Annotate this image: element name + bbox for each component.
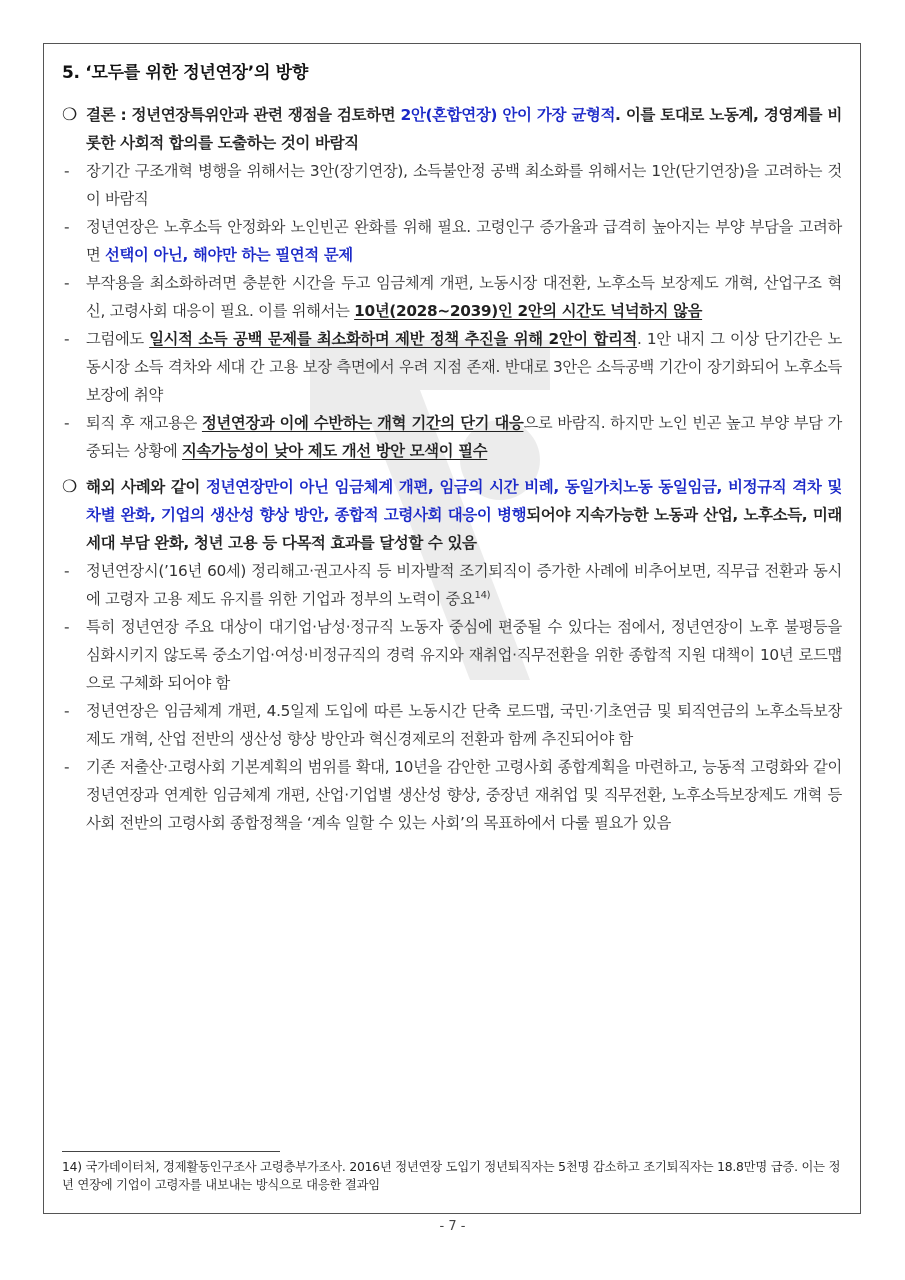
bullet-overseas-cases: ❍ 해외 사례와 같이 정년연장만이 아닌 임금체계 개편, 임금의 시간 비례, 동일가치노동 동일임금, 비정규직 격차 및 차별 완화, 기업의 생산성 향상 방안, 종합적 고령사회 대응이 병행되어야 지속가능한 노동과 산업, 노후소득, 미래세대 부담 완화, 청년 고용 등 다목적 효과를 달성할 수 있음 <box>62 473 842 557</box>
underlined-text: 지속가능성이 낮아 제도 개선 방안 모색이 필수 <box>182 442 488 460</box>
list-item: - 장기간 구조개혁 병행을 위해서는 3안(장기연장), 소득불안정 공백 최소화를 위해서는 1안(단기연장)을 고려하는 것이 바람직 <box>64 162 842 208</box>
bullet-conclusion: ❍ 결론 : 정년연장특위안과 관련 쟁점을 검토하면 2안(혼합연장) 안이 가장 균형적. 이를 토대로 노동계, 경영계를 비롯한 사회적 합의를 도출하는 것이 바람직 <box>62 101 842 157</box>
document-body <box>62 58 842 837</box>
list-item: - 부작용을 최소화하려면 충분한 시간을 두고 임금체계 개편, 노동시장 대전환, 노후소득 보장제도 개혁, 산업구조 혁신, 고령사회 대응이 필요. 이를 위해서는 10년(2028~2039)인 2안의 시간도 넉넉하지 않음 <box>64 274 842 320</box>
list-item: - 정년연장시(’16년 60세) 정리해고·권고사직 등 비자발적 조기퇴직이 증가한 사례에 비추어보면, 직무급 전환과 동시에 고령자 고용 제도 유지를 위한 기업과 정부의 노력이 중요$^{14)}$ <box>64 562 842 608</box>
emphasis-text: 정년연장만이 아닌 임금체계 개편, 임금의 시간 비례, 동일가치노동 동일임금, 비정규직 격차 및 차별 완화, 기업의 생산성 향상 방안, 종합적 고령사회 대응이 병행 <box>86 478 842 524</box>
underlined-text: 정년연장과 이에 수반하는 개혁 기간의 단기 대응 <box>201 414 524 432</box>
list-item: - 정년연장은 임금체계 개편, 4.5일제 도입에 따른 노동시간 단축 로드맵, 국민·기초연금 및 퇴직연금의 노후소득보장제도 개혁, 산업 전반의 생산성 향상 방안과 혁신경제로의 전환과 함께 추진되어야 함 <box>64 702 842 748</box>
list-item: - 그럼에도 일시적 소득 공백 문제를 최소화하며 제반 정책 추진을 위해 2안이 합리적. 1안 내지 그 이상 단기간은 노동시장 소득 격차와 세대 간 고용 보장 측면에서 우려 지점 존재. 반대로 3안은 소득공백 기간이 장기화되어 노후소득 보장에 취약 <box>64 330 842 404</box>
emphasis-text: 선택이 아닌, 해야만 하는 필연적 문제 <box>105 246 353 264</box>
list-item: - 기존 저출산·고령사회 기본계획의 범위를 확대, 10년을 감안한 고령사회 종합계획을 마련하고, 능동적 고령화와 같이 정년연장과 연계한 임금체계 개편, 산업·기업별 생산성 향상, 중장년 재취업 및 직무전환, 노후소득보장제도 개혁 등 사회 전반의 고령사회 종합정책을 ‘계속 일할 수 있는 사회’의 목표하에서 다룰 필요가 있음 <box>64 758 842 832</box>
footnote: 14) 국가데이터처, 경제활동인구조사 고령층부가조사. 2016년 정년연장 도입기 정년퇴직자는 5천명 감소하고 조기퇴직자는 18.8만명 급증. 이는 정년 연장에 기업이 고령자를 내보내는 방식으로 대응한 결과임 <box>62 1160 841 1192</box>
page-number: - 7 - <box>439 1219 466 1234</box>
list-item: - 정년연장은 노후소득 안정화와 노인빈곤 완화를 위해 필요. 고령인구 증가율과 급격히 높아지는 부양 부담을 고려하면 선택이 아닌, 해야만 하는 필연적 문제 <box>64 218 842 264</box>
list-item: - 특히 정년연장 주요 대상이 대기업·남성·정규직 노동자 중심에 편중될 수 있다는 점에서, 정년연장이 노후 불평등을 심화시키지 않도록 중소기업·여성·비정규직의 경력 유지와 재취업·직무전환을 위한 종합적 지원 대책이 10년 로드맵으로 구체화 되어야 함 <box>64 618 842 692</box>
underlined-text: 10년(2028~2039)인 2안의 시간도 넉넉하지 않음 <box>354 302 703 320</box>
footnote-divider <box>62 1151 280 1152</box>
circle-bullet-icon: ❍ <box>62 105 77 125</box>
circle-bullet-icon: ❍ <box>62 477 77 497</box>
footnote-ref[interactable]: 14) <box>474 589 491 601</box>
emphasis-text: 2안(혼합연장) 안이 가장 균형적 <box>400 106 616 124</box>
section-heading: 5. ‘모두를 위한 정년연장’의 방향 <box>62 63 308 83</box>
underlined-text: 일시적 소득 공백 문제를 최소화하며 제반 정책 추진을 위해 2안이 합리적 <box>149 330 637 348</box>
list-item: - 퇴직 후 재고용은 정년연장과 이에 수반하는 개혁 기간의 단기 대응으로 바람직. 하지만 노인 빈곤 높고 부양 부담 가중되는 상황에 지속가능성이 낮아 제도 개선 방안 모색이 필수 <box>64 414 842 460</box>
